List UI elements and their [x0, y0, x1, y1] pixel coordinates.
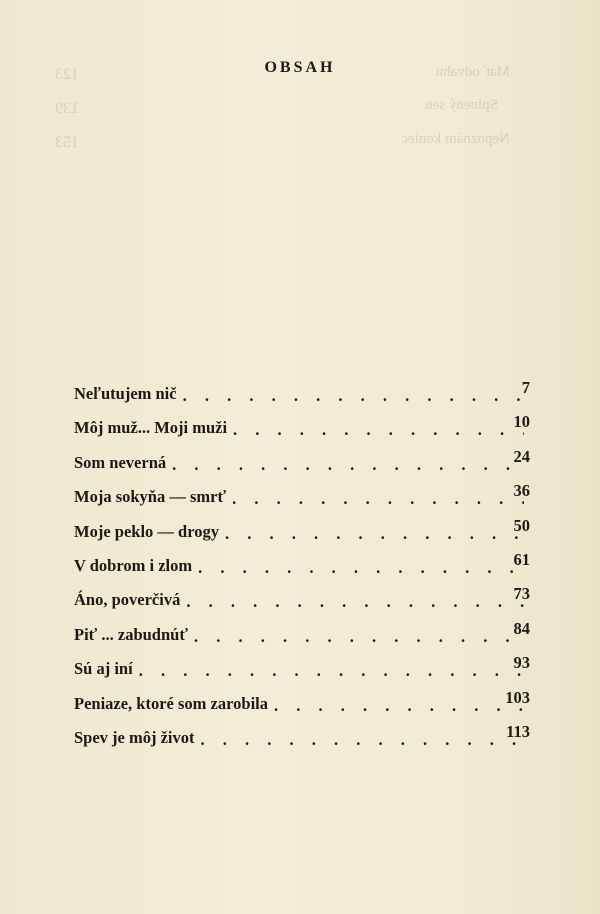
toc-page-number: 10: [513, 412, 530, 432]
dot-leader: [274, 694, 524, 716]
toc-page-number: 24: [513, 446, 530, 466]
toc-page-number: 93: [513, 653, 530, 673]
dot-leader: [225, 522, 524, 544]
table-of-contents: [74, 378, 530, 762]
dot-leader: [233, 418, 524, 440]
toc-page-number: 36: [513, 481, 530, 501]
toc-entry-title: Neľutujem nič: [74, 384, 177, 403]
toc-entry: [74, 378, 530, 418]
bleed-through-line: Mať odvahu: [435, 64, 510, 80]
toc-entry: [74, 412, 530, 452]
toc-page-number: 7: [521, 378, 530, 397]
dot-leader: [172, 453, 524, 475]
toc-page-number: 113: [506, 721, 530, 741]
toc-page-number: 84: [513, 618, 530, 638]
toc-entry: [74, 549, 530, 590]
toc-entry-title: Moja sokyňa — smrť: [74, 487, 227, 507]
toc-entry-title: Piť ... zabudnúť: [74, 624, 188, 644]
dot-leader: [139, 659, 524, 681]
dot-leader: [201, 728, 524, 750]
toc-entry-title: Môj muž... Moji muži: [74, 418, 228, 438]
toc-entry: [74, 446, 530, 487]
dot-leader: [186, 590, 524, 612]
bleed-through-page: 139: [55, 100, 79, 117]
toc-entry: [74, 481, 530, 521]
toc-page-number: 50: [513, 515, 530, 535]
dot-leader: [198, 556, 524, 578]
toc-page-number: 61: [513, 549, 530, 569]
toc-entry-title: Spev je môj život: [74, 727, 195, 747]
bleed-through-line: Splnený sen: [425, 97, 498, 113]
toc-entry-title: Moje peklo — drogy: [74, 521, 219, 541]
toc-entry: [74, 584, 530, 624]
dot-leader: [194, 625, 524, 647]
toc-page-number: 73: [513, 584, 530, 604]
toc-entry: [74, 687, 530, 728]
bleed-through-line: Nepoznám koniec: [401, 131, 510, 147]
bleed-through-page: 123: [55, 66, 79, 83]
toc-entry-title: Sú aj iní: [74, 659, 133, 679]
toc-entry-title: V dobrom i zlom: [74, 555, 193, 575]
toc-page-number: 103: [505, 687, 530, 707]
page-title: OBSAH: [264, 59, 336, 76]
toc-entry-title: Peniaze, ktoré som zarobila: [74, 693, 268, 713]
toc-entry-title: Áno, poverčivá: [74, 590, 181, 610]
toc-entry-title: Som neverná: [74, 452, 167, 472]
dot-leader: [232, 487, 524, 509]
bleed-through-page: 153: [55, 134, 79, 151]
toc-entry: [74, 618, 530, 659]
toc-entry: [74, 721, 530, 762]
dot-leader: [183, 384, 524, 406]
toc-entry: [74, 515, 530, 556]
toc-entry: [74, 653, 530, 693]
